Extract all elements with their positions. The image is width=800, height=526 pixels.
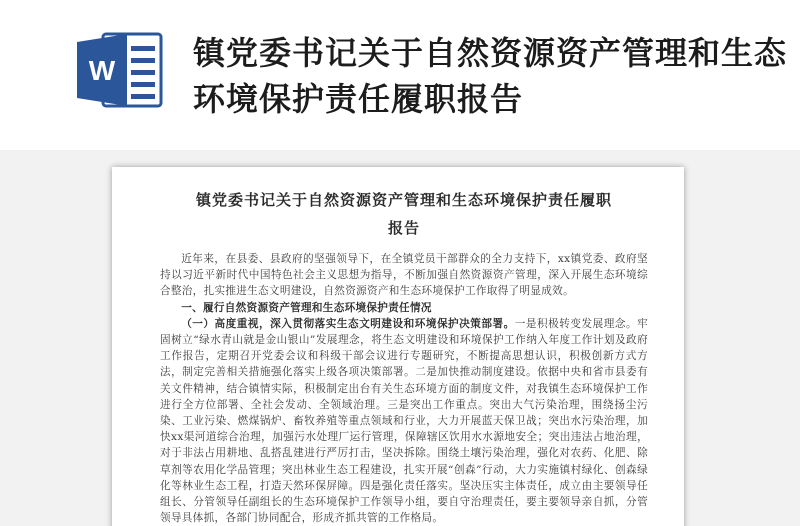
document-title-line1: 镇党委书记关于自然资源资产管理和生态环境保护责任履职 [195, 191, 612, 209]
intro-paragraph: 近年来，在县委、县政府的坚强领导下，在全镇党员干部群众的全力支持下，xx镇党委、政府坚持以习近平新时代中国特色社会主义思想为指导，不断加强自然资源资产管理，深入开展生态环境综合整治，扎实推进生态文明建设，自然资源资产和生态环境保护工作取得了明显成效。 [160, 253, 648, 298]
document-title-line2: 报告 [387, 219, 420, 237]
banner-title: 镇党委书记关于自然资源资产管理和生态环境保护责任履职报告 [193, 34, 788, 118]
subsection-body: 一是积极转变发展理念。牢固树立“绿水青山就是金山银山”发展理念，将生态文明建设和环境保护工作纳入年度工作计划及政府工作报告，定期召开党委会议和科级干部会议进行专题研究，不断提高思想认识，积极创新方式方法，制定完善相关措施强化落实上级各项决策部署。二是加快推动制度建设。依据中央和省市县委有关文件精神，结合镇情实际，积极制定出台有关生态环境方面的制度文件，对我镇生态环境保护工作进行全方位部署、全社会发动、全领域治理。三是突出工作重点。突出大气污染治理，围绕扬尘污染、工业污染、燃煤锅炉、畜牧养殖等重点领域和行业，大力开展蓝天保卫战；突出水污染治理，加快xx渠河道综合治理，加强污水处理厂运行管理，保障辖区饮用水水源地安全；突出违法占地治理，对于非法占用耕地、乱搭乱建进行严厉打击，坚决拆除。围绕土壤污染治理，强化对农药、化肥、除草剂等农用化学品管理；突出林业生态工程建设，扎实开展“创森”行动，大力实施镇村绿化、创森绿化等林业生态工程，打造天然环保屏障。四是强化责任落实。坚决压实主体责任，成立由主要领导任组长、分管领导任副组长的生态环境保护工作领导小组，要自守治理责任，要主要领导亲自抓，分管领导具体抓，各部门协同配合，形成齐抓共管的工作格局。 [160, 317, 648, 525]
word-icon-letter: W [88, 55, 116, 86]
document-title [160, 187, 648, 241]
word-document-icon [75, 30, 165, 110]
document-body [160, 251, 648, 526]
banner [0, 0, 800, 150]
section-heading: 一、履行自然资源资产管理和生态环境保护责任情况 [181, 301, 432, 314]
subsection-paragraph [160, 316, 648, 526]
document-page [112, 167, 684, 526]
subsection-lead: （一）高度重视，深入贯彻落实生态文明建设和环境保护决策部署。 [181, 317, 515, 330]
